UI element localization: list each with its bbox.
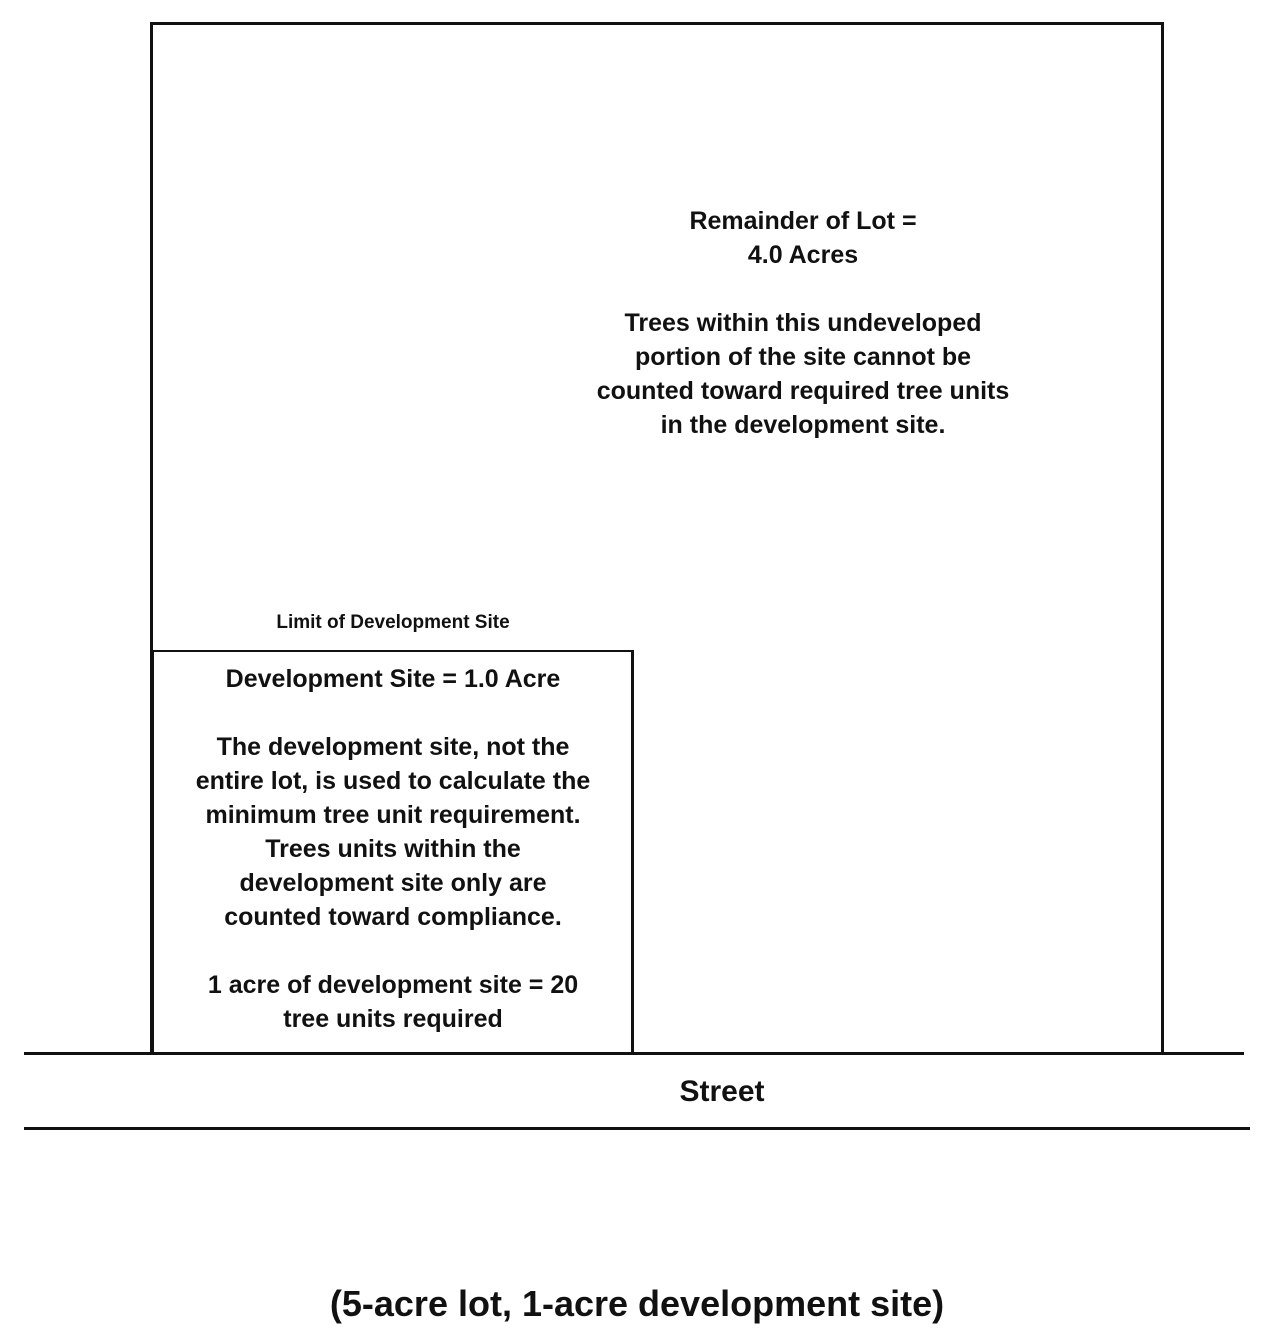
tree-unit-requirement-line: 1 acre of development site = 20 (207, 971, 579, 999)
development-site-note-line: minimum tree unit requirement. (205, 801, 581, 829)
remainder-note-line: counted toward required tree units (596, 377, 1010, 405)
remainder-of-lot-label (562, 204, 1044, 442)
development-site-note-line: development site only are (239, 869, 547, 897)
diagram-caption: (5-acre lot, 1-acre development site) (329, 1283, 945, 1324)
development-site-note-line: Trees units within the (265, 835, 521, 863)
development-site-title: Development Site = 1.0 Acre (225, 665, 561, 693)
remainder-note-line: Trees within this undeveloped (624, 309, 982, 337)
development-site-note-line: The development site, not the (216, 733, 570, 761)
remainder-note-line: in the development site. (660, 411, 946, 439)
development-site-label (158, 662, 628, 1036)
tree-unit-requirement-line: tree units required (283, 1005, 503, 1033)
development-site-note-line: counted toward compliance. (224, 903, 562, 931)
street-label: Street (679, 1075, 765, 1108)
limit-of-development-site-label: Limit of Development Site (276, 612, 510, 633)
street-edge-bottom (24, 1127, 1250, 1130)
development-site-note-line: entire lot, is used to calculate the (195, 767, 591, 795)
remainder-note-line: portion of the site cannot be (634, 343, 972, 371)
remainder-title-line-2: 4.0 Acres (747, 241, 859, 269)
remainder-title-line-1: Remainder of Lot = (689, 207, 917, 235)
street-edge-top (24, 1052, 1244, 1055)
